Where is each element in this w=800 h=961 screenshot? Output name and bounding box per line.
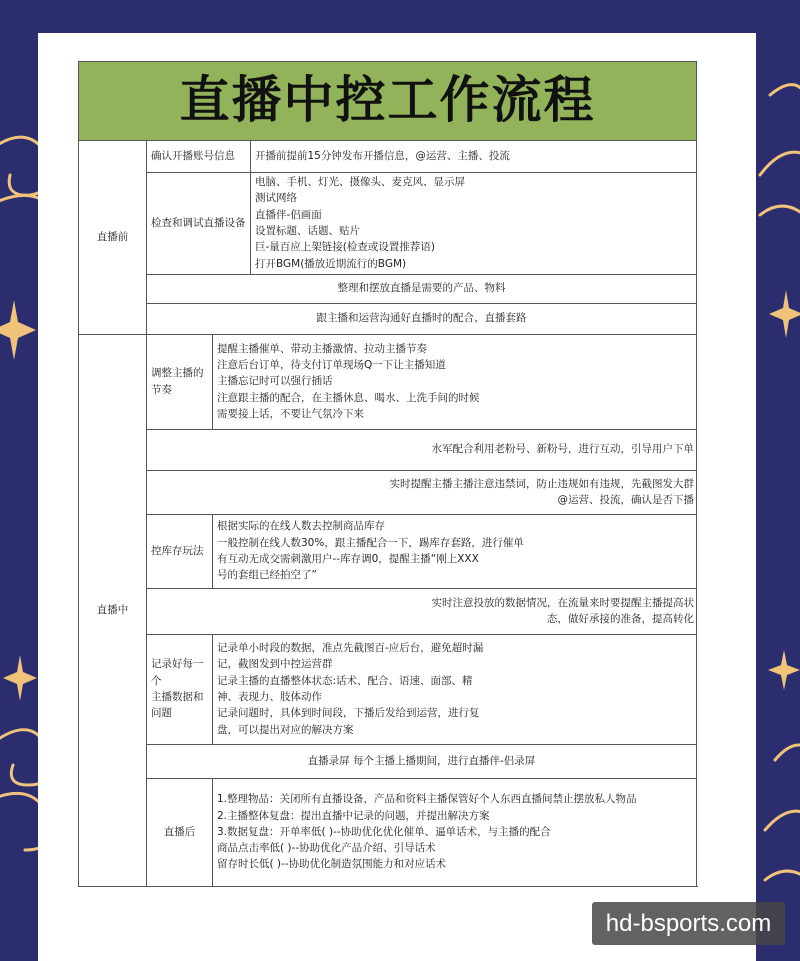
list-item: 注意后台订单，待支付订单现场Q一下让主播知道 [217,359,446,372]
list-item: 主播忘记时可以强行插话 [217,375,333,388]
list-item: 号的套组已经拍空了” [217,569,317,582]
table-row [79,778,697,886]
list-item: 留存时长低( )--协助优化制造氛围能力和对应话术 [217,858,447,871]
list-item: 测试网络 [255,192,297,205]
live-screen-record: 直播录屏 每个主播上播期间，进行直播伴-侣录屏 [147,744,697,778]
list-item: 直播伴-侣画面 [255,208,322,221]
table-row [79,334,697,429]
table-row [79,588,697,634]
pre-r1-label: 确认开播账号信息 [147,140,251,172]
list-item: 1.整理物品：关闭所有直播设备，产品和资料主播保管好个人东西直播间禁止摆放私人物品 [217,793,637,806]
live-record-label [147,634,213,744]
live-ban [147,470,697,514]
list-item: 实时提醒主播主播注意违禁词，防止违规如有违规，先截图发大群 [389,477,694,490]
pre-r2-label: 检查和调试直播设备 [147,172,251,274]
list-item: 2.主播整体复盘：提出直播中记录的问题，并提出解决方案 [217,809,490,822]
list-item: 根据实际的在线人数去控制商品库存 [217,520,385,533]
pre-r2-content [251,172,697,274]
pre-r1-content: 开播前提前15分钟发布开播信息，@运营、主播、投流 [251,140,697,172]
sparkle-icon [768,650,800,690]
list-item: 巨-量百应上架链接(检查或设置推荐语) [255,241,435,254]
table-row [79,303,697,334]
live-stock-label: 控库存玩法 [147,514,213,588]
list-item: 注意跟主播的配合，在主播休息、喝水、上洗手间的时候 [217,391,480,404]
cloud-swirl-icon [770,85,800,105]
label-line: 节奏 [151,383,172,396]
live-stock-content [213,514,697,588]
stage-label-live: 直播中 [79,334,147,886]
cloud-swirl-icon [775,745,800,760]
post-content [213,778,697,886]
list-item: 设置标题、话题、贴片 [255,225,360,237]
page-title: 直播中控工作流程 [179,71,596,129]
list-item: 实时注意投放的数据情况，在流量来时要提醒主播提高状 [431,596,694,609]
sparkle-icon [3,655,37,701]
table-row [79,429,697,470]
pre-r3: 整理和摆放直播是需要的产品、物料 [147,274,697,303]
list-item: 有互动无成交需刺激用户--库存调0，提醒主播“刚上XXX [217,553,479,565]
cloud-swirl-icon [765,871,800,885]
cloud-swirl-icon [760,152,800,175]
label-line: 问题 [151,707,172,720]
list-item: @运营、投流，确认是否下播 [557,494,694,506]
table-row [79,470,697,514]
list-item: 记录问题时，具体到时间段，下播后发给到运营，进行复 [217,707,480,720]
list-item: 提醒主播催单、带动主播激情、拉动主播节奏 [217,342,427,355]
watermark-badge: hd-bsports.com [592,902,785,945]
label-line: 调整主播的 [151,367,204,380]
list-item: 商品点击率低( )--协助优化产品介绍、引导话术 [217,842,436,855]
table-row [79,744,697,778]
list-item: 一般控制在线人数30%，跟主播配合一下，踢库存套路，进行催单 [217,536,524,549]
list-item: 需要接上话，不要让气氛冷下来 [217,407,364,420]
stage-label-pre: 直播前 [79,140,147,334]
live-data [147,588,697,634]
table-row [79,634,697,744]
table-row [79,274,697,303]
live-rhythm-content [213,334,697,429]
list-item: 态，做好承接的准备，提高转化 [547,613,694,625]
sparkle-icon [0,300,36,360]
list-item: 3.数据复盘：开单率低( )--协助优化优化催单、逼单话术，与主播的配合 [217,825,551,838]
pre-r4: 跟主播和运营沟通好直播时的配合、直播套路 [147,303,697,334]
live-rhythm-label [147,334,213,429]
list-item: 记录主播的直播整体状态:话术、配合、语速、面部、精 [217,674,473,687]
live-navy: 水军配合利用老粉号、新粉号，进行互动，引导用户下单 [147,429,697,470]
cloud-swirl-icon [760,206,800,220]
stage-label-post: 直播后 [147,778,213,886]
list-item: 打开BGM(播放近期流行的BGM) [255,257,407,270]
label-line: 个 [151,674,162,687]
table-row [79,172,697,274]
list-item: 记录单小时段的数据，准点先截图百-应后台，避免超时漏 [217,642,484,655]
sparkle-icon [769,290,800,338]
cloud-swirl-icon [765,811,800,830]
label-line: 主播数据和 [151,691,204,703]
list-item: 记，截图发到中控运营群 [217,658,333,671]
label-line: 记录好每一 [151,658,204,671]
list-item: 盘，可以提出对应的解决方案 [217,723,354,736]
live-record-content [213,634,697,744]
title-row [79,62,697,141]
table-row [79,140,697,172]
title-bar [79,62,697,141]
workflow-table [78,61,697,887]
table-row [79,514,697,588]
list-item: 电脑、手机、灯光、摄像头、麦克风、显示屏 [255,176,465,189]
list-item: 神、表现力、肢体动作 [217,691,322,703]
